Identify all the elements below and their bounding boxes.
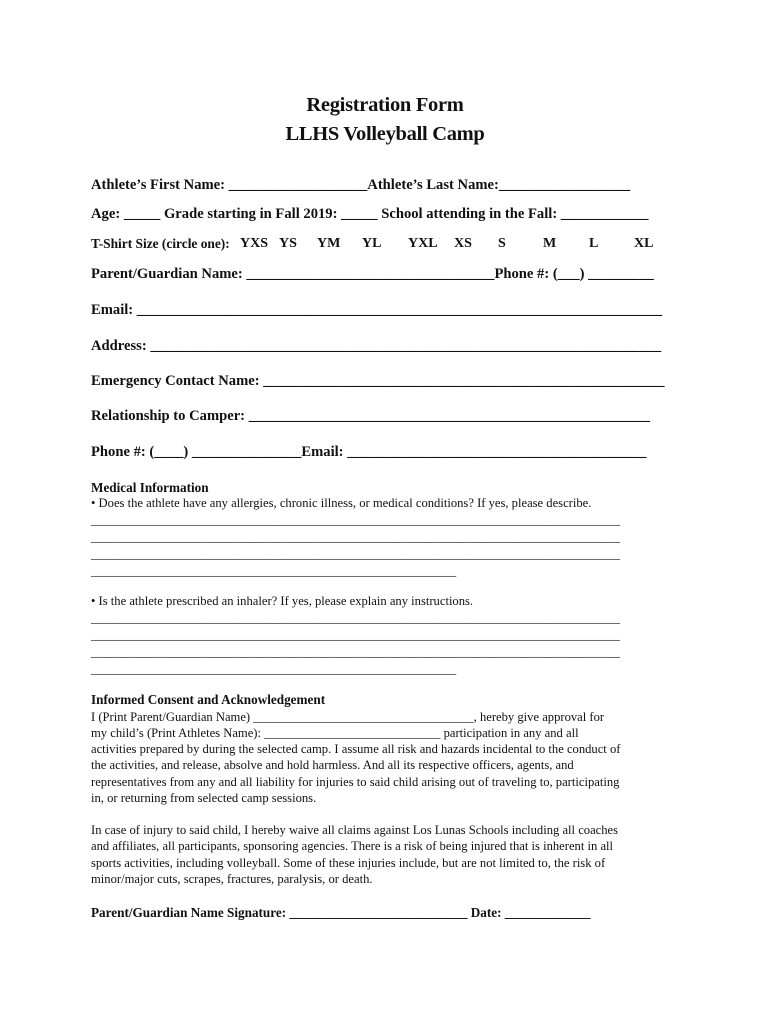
consent-line[interactable]: my child’s (Print Athletes Name): ____________________________ participation in any and all: [91, 726, 579, 740]
answer-line[interactable]: ____________________________________________________________________________________: [91, 547, 620, 561]
answer-line-short[interactable]: __________________________________________________________: [91, 662, 457, 676]
injury-waiver-line: minor/major cuts, scrapes, fractures, paralysis, or death.: [91, 872, 373, 886]
consent-line: in, or returning from selected camp sessions.: [91, 791, 317, 805]
answer-line[interactable]: ____________________________________________________________________________________: [91, 530, 620, 544]
consent-line: activities prepared by during the selected camp. I assume all risk and hazards incidental to the conduct of: [91, 742, 621, 756]
relationship-field[interactable]: Relationship to Camper: _______________________________________________________: [91, 408, 651, 424]
consent-line[interactable]: I (Print Parent/Guardian Name) ___________________________________, hereby give approval for: [91, 710, 605, 724]
emergency-contact-field[interactable]: Emergency Contact Name: _______________________________________________________: [91, 373, 665, 389]
tshirt-size-ys[interactable]: YS: [279, 236, 297, 251]
form-subtitle: LLHS Volleyball Camp: [285, 123, 485, 145]
consent-heading: Informed Consent and Acknowledgement: [91, 692, 326, 707]
tshirt-size-yxs[interactable]: YXS: [240, 236, 269, 251]
tshirt-size-s[interactable]: S: [498, 236, 506, 251]
tshirt-size-m[interactable]: M: [543, 236, 557, 251]
injury-waiver-line: and affiliates, all participants, sponsoring agencies. There is a risk of being injured that is inherent in all: [91, 839, 614, 853]
address-field[interactable]: Address: ______________________________________________________________________: [91, 338, 662, 354]
answer-line[interactable]: ____________________________________________________________________________________: [91, 513, 620, 527]
medical-question-inhaler: • Is the athlete prescribed an inhaler? If yes, please explain any instructions.: [91, 594, 474, 608]
athlete-name-fields[interactable]: Athlete’s First Name: ___________________Athlete’s Last Name:__________________: [91, 177, 631, 193]
consent-line: the activities, and release, absolve and hold harmless. And all its respective officers, agents, and: [91, 758, 574, 772]
phone-email-fields[interactable]: Phone #: (____) _______________Email: _________________________________________: [91, 444, 647, 460]
tshirt-size-ym[interactable]: YM: [317, 236, 341, 251]
tshirt-size-yxl[interactable]: YXL: [408, 236, 438, 251]
tshirt-size-l[interactable]: L: [589, 236, 599, 251]
tshirt-size-yl[interactable]: YL: [362, 236, 382, 251]
medical-question-allergies: • Does the athlete have any allergies, chronic illness, or medical conditions? If yes, please describe.: [91, 496, 592, 510]
answer-line[interactable]: ____________________________________________________________________________________: [91, 645, 620, 659]
tshirt-size-xs[interactable]: XS: [454, 236, 472, 251]
email-field[interactable]: Email: ________________________________________________________________________: [91, 302, 663, 318]
answer-line[interactable]: ____________________________________________________________________________________: [91, 611, 620, 625]
tshirt-size-xl[interactable]: XL: [634, 236, 654, 251]
answer-line-short[interactable]: __________________________________________________________: [91, 564, 457, 578]
consent-line: representatives from any and all liability for injuries to said child arising out of traveling to, participating: [91, 775, 620, 789]
age-grade-school-fields[interactable]: Age: _____ Grade starting in Fall 2019: _____ School attending in the Fall: ____________: [91, 206, 649, 222]
tshirt-size-label: T-Shirt Size (circle one):: [91, 236, 230, 251]
signature-date-fields[interactable]: Parent/Guardian Name Signature: ___________________________ Date: _____________: [91, 905, 591, 920]
medical-heading: Medical Information: [91, 480, 209, 495]
injury-waiver-line: sports activities, including volleyball. Some of these injuries include, but are not limited to, the risk of: [91, 856, 606, 870]
injury-waiver-line: In case of injury to said child, I hereby waive all claims against Los Lunas Schools including all coaches: [91, 823, 619, 837]
answer-line[interactable]: ____________________________________________________________________________________: [91, 628, 620, 642]
form-title: Registration Form: [306, 94, 464, 116]
parent-phone-fields[interactable]: Parent/Guardian Name: __________________________________Phone #: (___) _________: [91, 266, 654, 282]
